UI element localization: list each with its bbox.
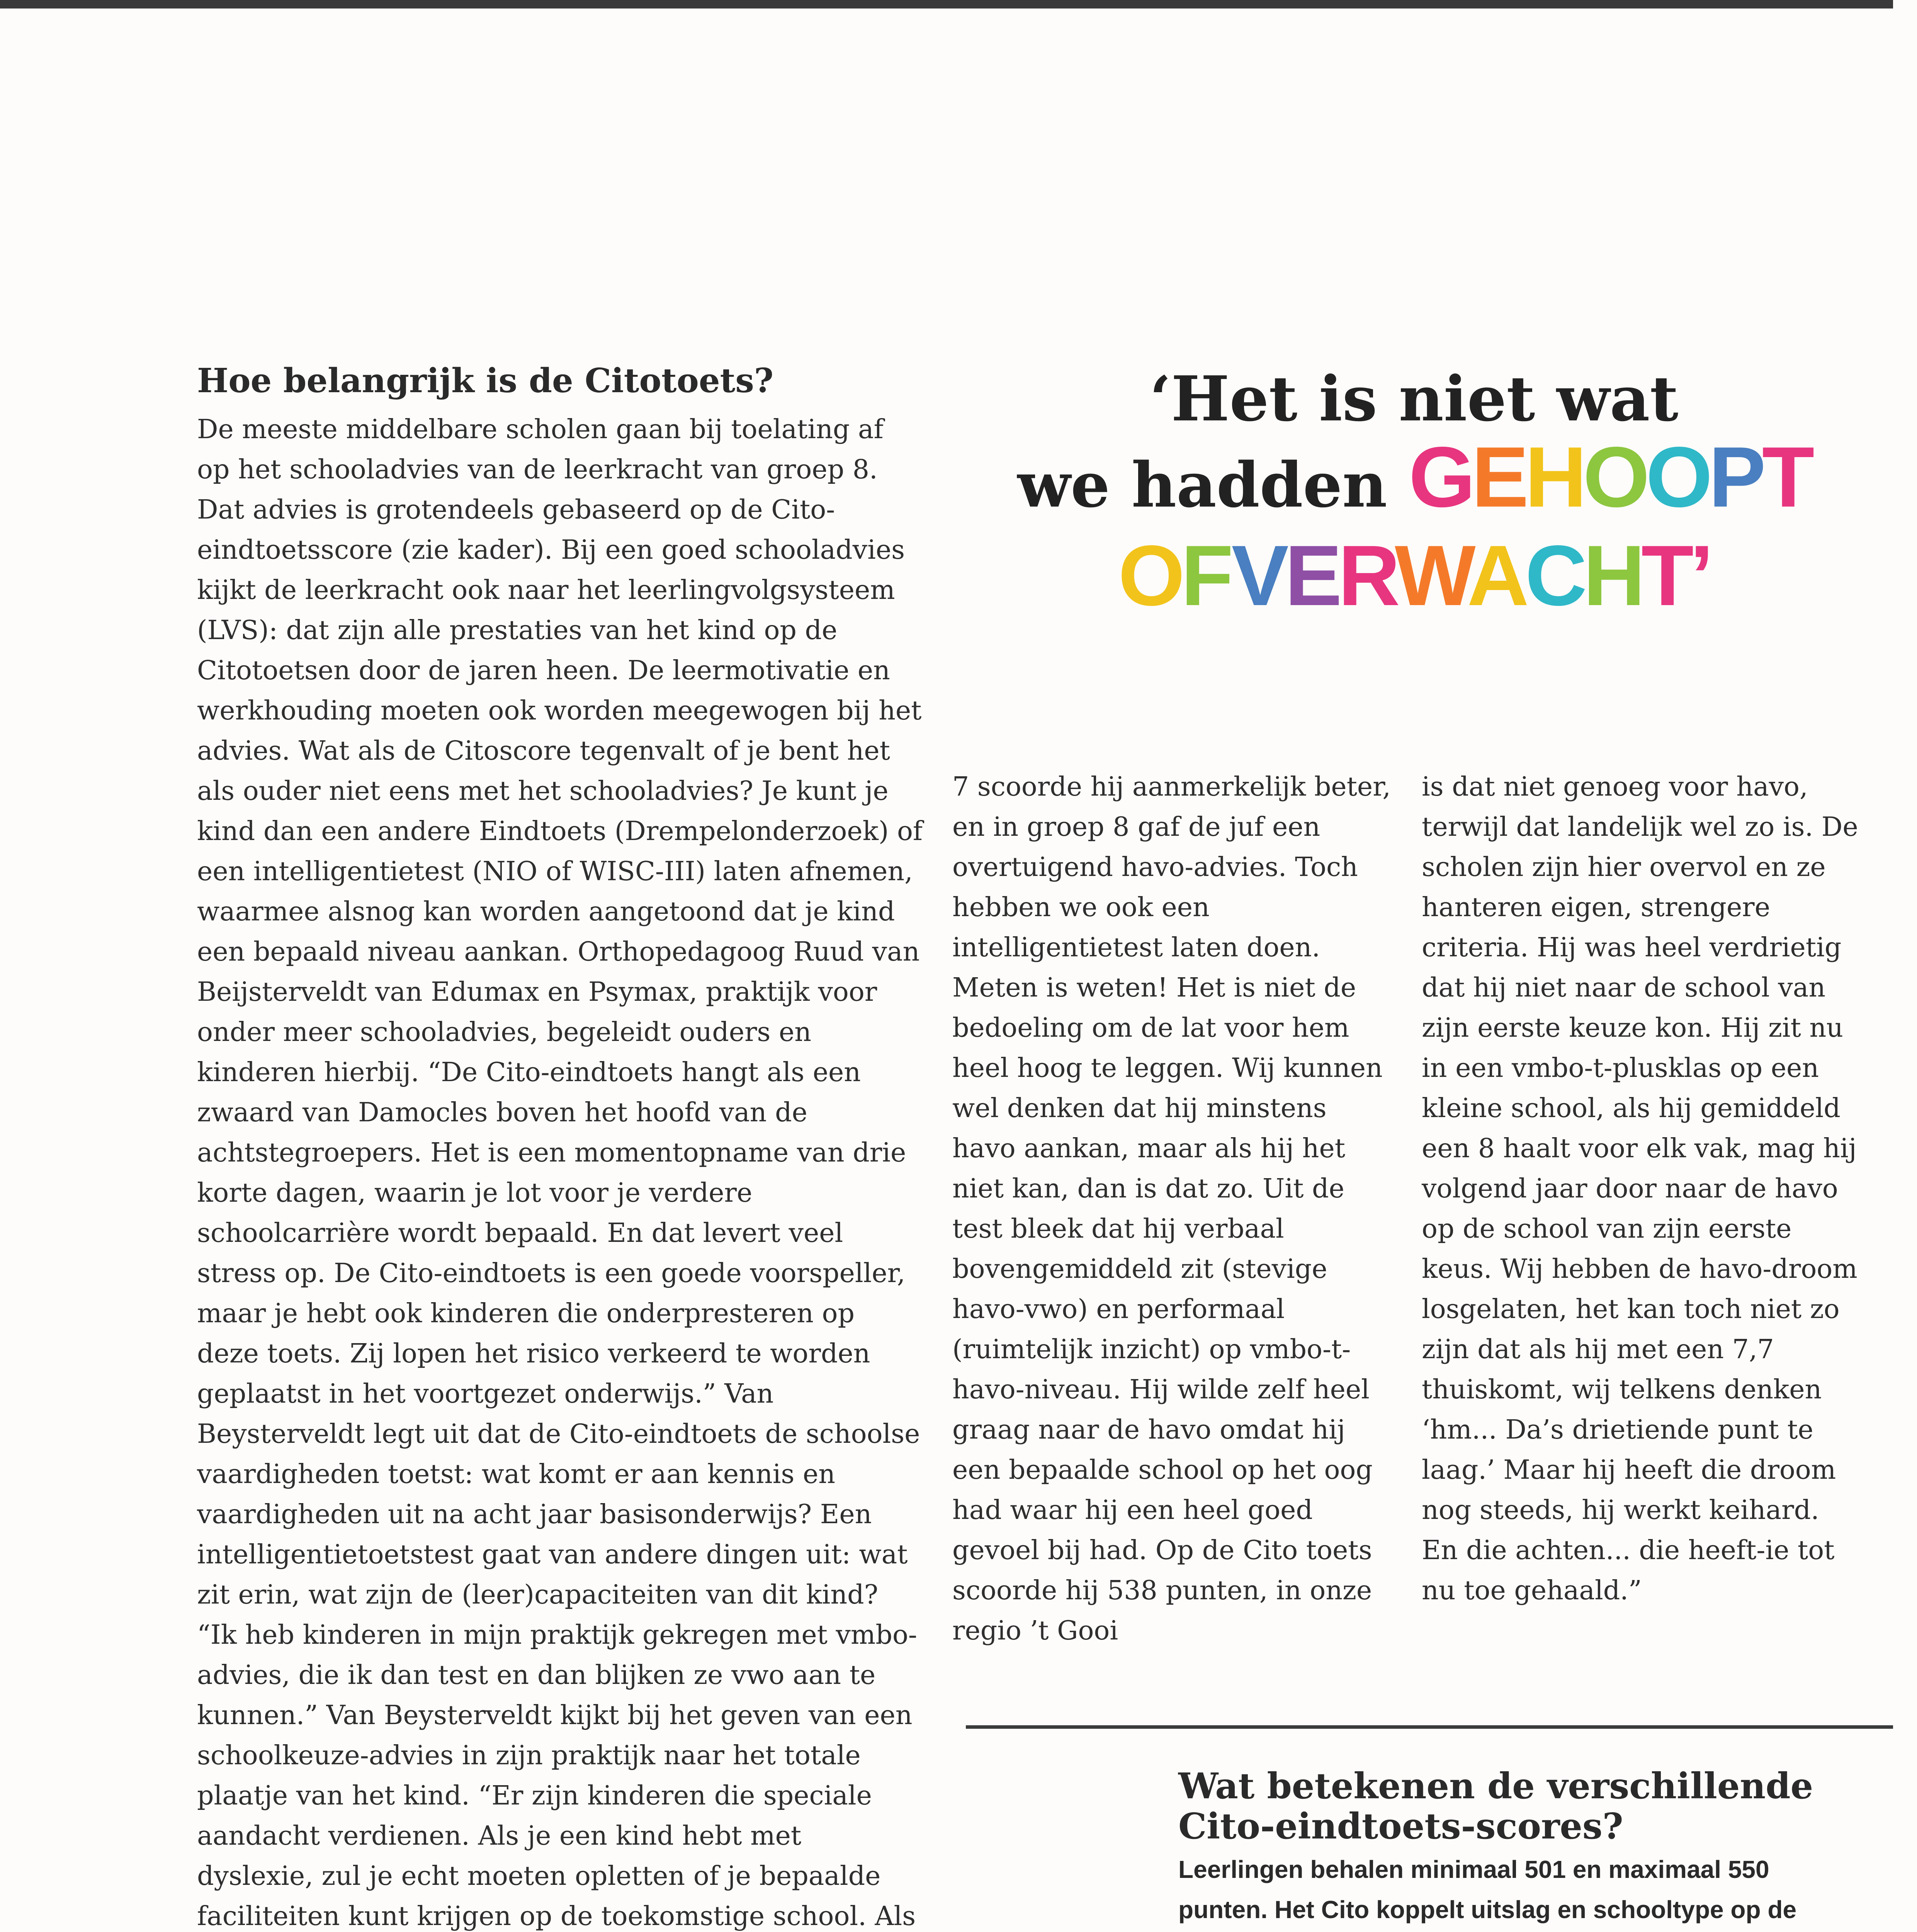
quote-word-of: OF — [1118, 528, 1230, 624]
top-rule — [0, 0, 1893, 9]
paragraph: is dat niet genoeg voor havo, terwijl dat landelijk wel zo is. De scholen zijn hier overvol en ze hanteren eigen, strengere criteria. Hij was heel verdrietig dat hij niet naar de school van zijn eerste keuze kon. Hij zit nu in een vmbo-t-plusklas op een kleine school, als hij gemiddeld een 8 haalt voor elk vak, mag hij volgend jaar door naar de havo op de school van zijn eerste keus. Wij hebben de havo-droom losgelaten, het kan toch niet zo zijn dat als hij met een 7,7 thuiskomt, wij telkens denken ‘hm... Da’s drietiende punt te laag.’ Maar hij heeft die droom nog steeds, hij werkt keihard. En die achten... die heeft-ie tot nu toe gehaald.” — [1422, 772, 1858, 1606]
section-heading: Hoe belangrijk is de Citotoets? — [197, 361, 774, 400]
paragraph: 7 scoorde hij aanmerkelijk beter, en in groep 8 gaf de juf een overtuigend havo-advies. Toch hebben we ook een intelligentietest laten doen. Meten is weten! Het is niet de bedoeling om de lat voor hem heel hoog te leggen. Wij kunnen wel denken dat hij minstens havo aankan, maar als hij het niet kan, dan is dat zo. Uit de test bleek dat hij verbaal bovengemiddeld zit (stevige havo-vwo) en performaal (ruimtelijk inzicht) op vmbo-t-havo-niveau. Hij wilde zelf heel graag naar de havo omdat hij een bepaalde school op het oog had waar hij een heel goed gevoel bij had. Op de Cito toets scoorde hij 538 punten, in onze regio ’t Gooi — [952, 772, 1391, 1646]
box-divider — [966, 1725, 1893, 1729]
quote-line-3 — [989, 527, 1839, 651]
pull-quote — [989, 363, 1839, 651]
article-column-2 — [952, 767, 1393, 1651]
quote-text: we hadden — [1017, 449, 1387, 521]
paragraph: De meeste middelbare scholen gaan bij toelating af op het schooladvies van de leerkracht van groep 8. Dat advies is grotendeels gebaseerd op de Cito-eindtoetsscore (zie kader). Bij een goed schooladvies kijkt de leerkracht ook naar het leerlingvolgsysteem (LVS): dat zijn alle prestaties van het kind op de Citotoetsen door de jaren heen. De leermotivatie en werkhouding moeten ook worden meegewogen bij het advies. Wat als de Citoscore tegenvalt of je bent het als ouder niet eens met het schooladvies? Je kunt je kind dan een andere Eindtoets (Drempelonderzoek) of een intelligentietest (NIO of WISC-III) laten afnemen, waarmee alsnog kan worden aangetoond dat je kind een bepaald niveau aankan. Orthopedagoog Ruud van Beijsterveldt van Edumax en Psymax, praktijk voor onder meer schooladvies, begeleidt ouders en kinderen hierbij. “De Cito-eindtoets hangt als een zwaard van Damocles boven het hoofd van de achtstegroepers. Het is een momentopname van drie korte dagen, waarin je lot voor je verdere schoolcarrière wordt bepaald. En dat levert veel stress op. De Cito-eindtoets is een goede voorspeller, maar je hebt ook kinderen die onderpresteren op deze toets. Zij lopen het risico verkeerd te worden geplaatst in het voortgezet onderwijs.” Van Beysterveldt legt uit dat de Cito-eindtoets de schoolse vaardigheden toetst: wat komt er aan kennis en vaardigheden uit na acht jaar basisonderwijs? Een intelligentietoetstest gaat van andere dingen uit: wat zit erin, wat zijn de (leer)capaciteiten van dit kind? “Ik heb kinderen in mijn praktijk gekregen met vmbo-advies, die ik dan test en dan blijken ze vwo aan te kunnen.” Van Beysterveldt kijkt bij het geven van een schoolkeuze-advies in zijn praktijk naar het totale plaatje van het kind. “Er zijn kinderen die speciale aandacht verdienen. Als je een kind hebt met dyslexie, zul je echt moeten opletten of je bepaalde faciliteiten kunt krijgen op de toekomstige school. Als — [197, 414, 923, 1932]
box-title — [1178, 1766, 1816, 1846]
quote-close-mark: ’ — [1690, 528, 1710, 624]
box-title-line: Wat betekenen de verschillende — [1178, 1765, 1813, 1807]
quote-line-1: ‘Het is niet wat — [1149, 362, 1679, 435]
article-column-3 — [1422, 767, 1862, 1611]
box-title-line: Cito-eindtoets-scores? — [1178, 1805, 1623, 1847]
article-column-1 — [197, 410, 923, 1932]
quote-word-verwacht: VERWACHT — [1231, 528, 1690, 624]
quote-line-2 — [989, 429, 1839, 527]
info-box — [1178, 1766, 1816, 1932]
quote-word-gehoopt: GEHOOPT — [1409, 429, 1811, 525]
box-intro: Leerlingen behalen minimaal 501 en maximaal 550 punten. Het Cito koppelt uitslag en schooltype op de — [1178, 1855, 1797, 1923]
